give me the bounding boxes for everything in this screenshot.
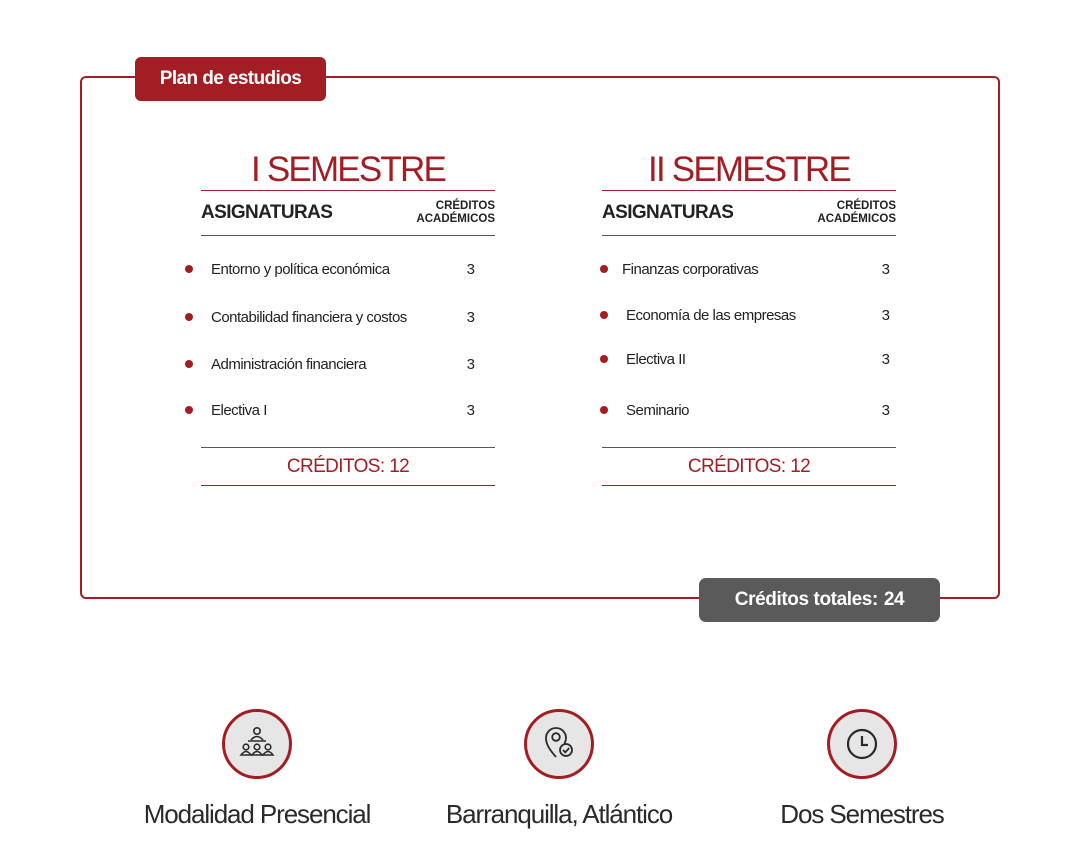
semester-1-table <box>201 150 495 477</box>
feature-duration <box>712 709 1012 830</box>
course-credits: 3 <box>881 306 890 324</box>
course-credits: 3 <box>466 401 475 419</box>
semester-credits: CRÉDITOS: 12 <box>602 447 896 486</box>
course-credits: 3 <box>466 355 475 373</box>
course-name: Finanzas corporativas <box>622 260 759 278</box>
bullet-icon <box>600 355 608 363</box>
credits-header: CRÉDITOS ACADÉMICOS <box>416 200 495 225</box>
course-row <box>185 258 475 280</box>
total-credits-badge <box>699 578 940 622</box>
feature-location <box>409 709 709 830</box>
course-credits: 3 <box>466 260 475 278</box>
subjects-header: ASIGNATURAS <box>201 202 333 223</box>
total-credits-label: Créditos totales: <box>734 589 878 610</box>
course-name: Economía de las empresas <box>626 306 796 324</box>
course-credits: 3 <box>881 350 890 368</box>
course-name: Entorno y política económica <box>211 260 390 278</box>
clock-icon <box>827 709 897 779</box>
feature-label: Modalidad Presencial <box>143 799 371 829</box>
bullet-icon <box>185 313 193 321</box>
semester-credits: CRÉDITOS: 12 <box>201 447 495 486</box>
course-name: Seminario <box>626 401 690 419</box>
subjects-header: ASIGNATURAS <box>602 202 734 223</box>
table-header <box>201 190 495 236</box>
bullet-icon <box>600 406 608 414</box>
course-row <box>600 258 890 280</box>
course-row <box>185 353 475 375</box>
bullet-icon <box>185 360 193 368</box>
course-name: Administración financiera <box>211 355 367 373</box>
feature-label: Dos Semestres <box>780 799 944 829</box>
course-row <box>185 306 475 328</box>
course-row <box>185 399 475 421</box>
course-name: Contabilidad financiera y costos <box>211 308 407 326</box>
credits-header: CRÉDITOS ACADÉMICOS <box>817 200 896 225</box>
course-row <box>600 348 890 370</box>
course-name: Electiva I <box>211 401 267 419</box>
bullet-icon <box>600 265 608 273</box>
course-row <box>600 304 890 326</box>
group-presentation-icon <box>222 709 292 779</box>
table-header <box>602 190 896 236</box>
bullet-icon <box>185 406 193 414</box>
total-credits-value: 24 <box>883 589 905 610</box>
feature-label: Barranquilla, Atlántico <box>445 799 673 829</box>
course-credits: 3 <box>881 260 890 278</box>
bullet-icon <box>185 265 193 273</box>
feature-modalidad <box>107 709 407 830</box>
plan-de-estudios-tab: Plan de estudios <box>135 57 326 101</box>
bullet-icon <box>600 311 608 319</box>
course-credits: 3 <box>881 401 890 419</box>
location-check-icon <box>524 709 594 779</box>
course-row <box>600 399 890 421</box>
semester-title: I SEMESTRE <box>251 150 445 189</box>
course-credits: 3 <box>466 308 475 326</box>
semester-2-table <box>602 150 896 477</box>
course-name: Electiva II <box>626 350 686 368</box>
semester-title: II SEMESTRE <box>648 150 850 189</box>
